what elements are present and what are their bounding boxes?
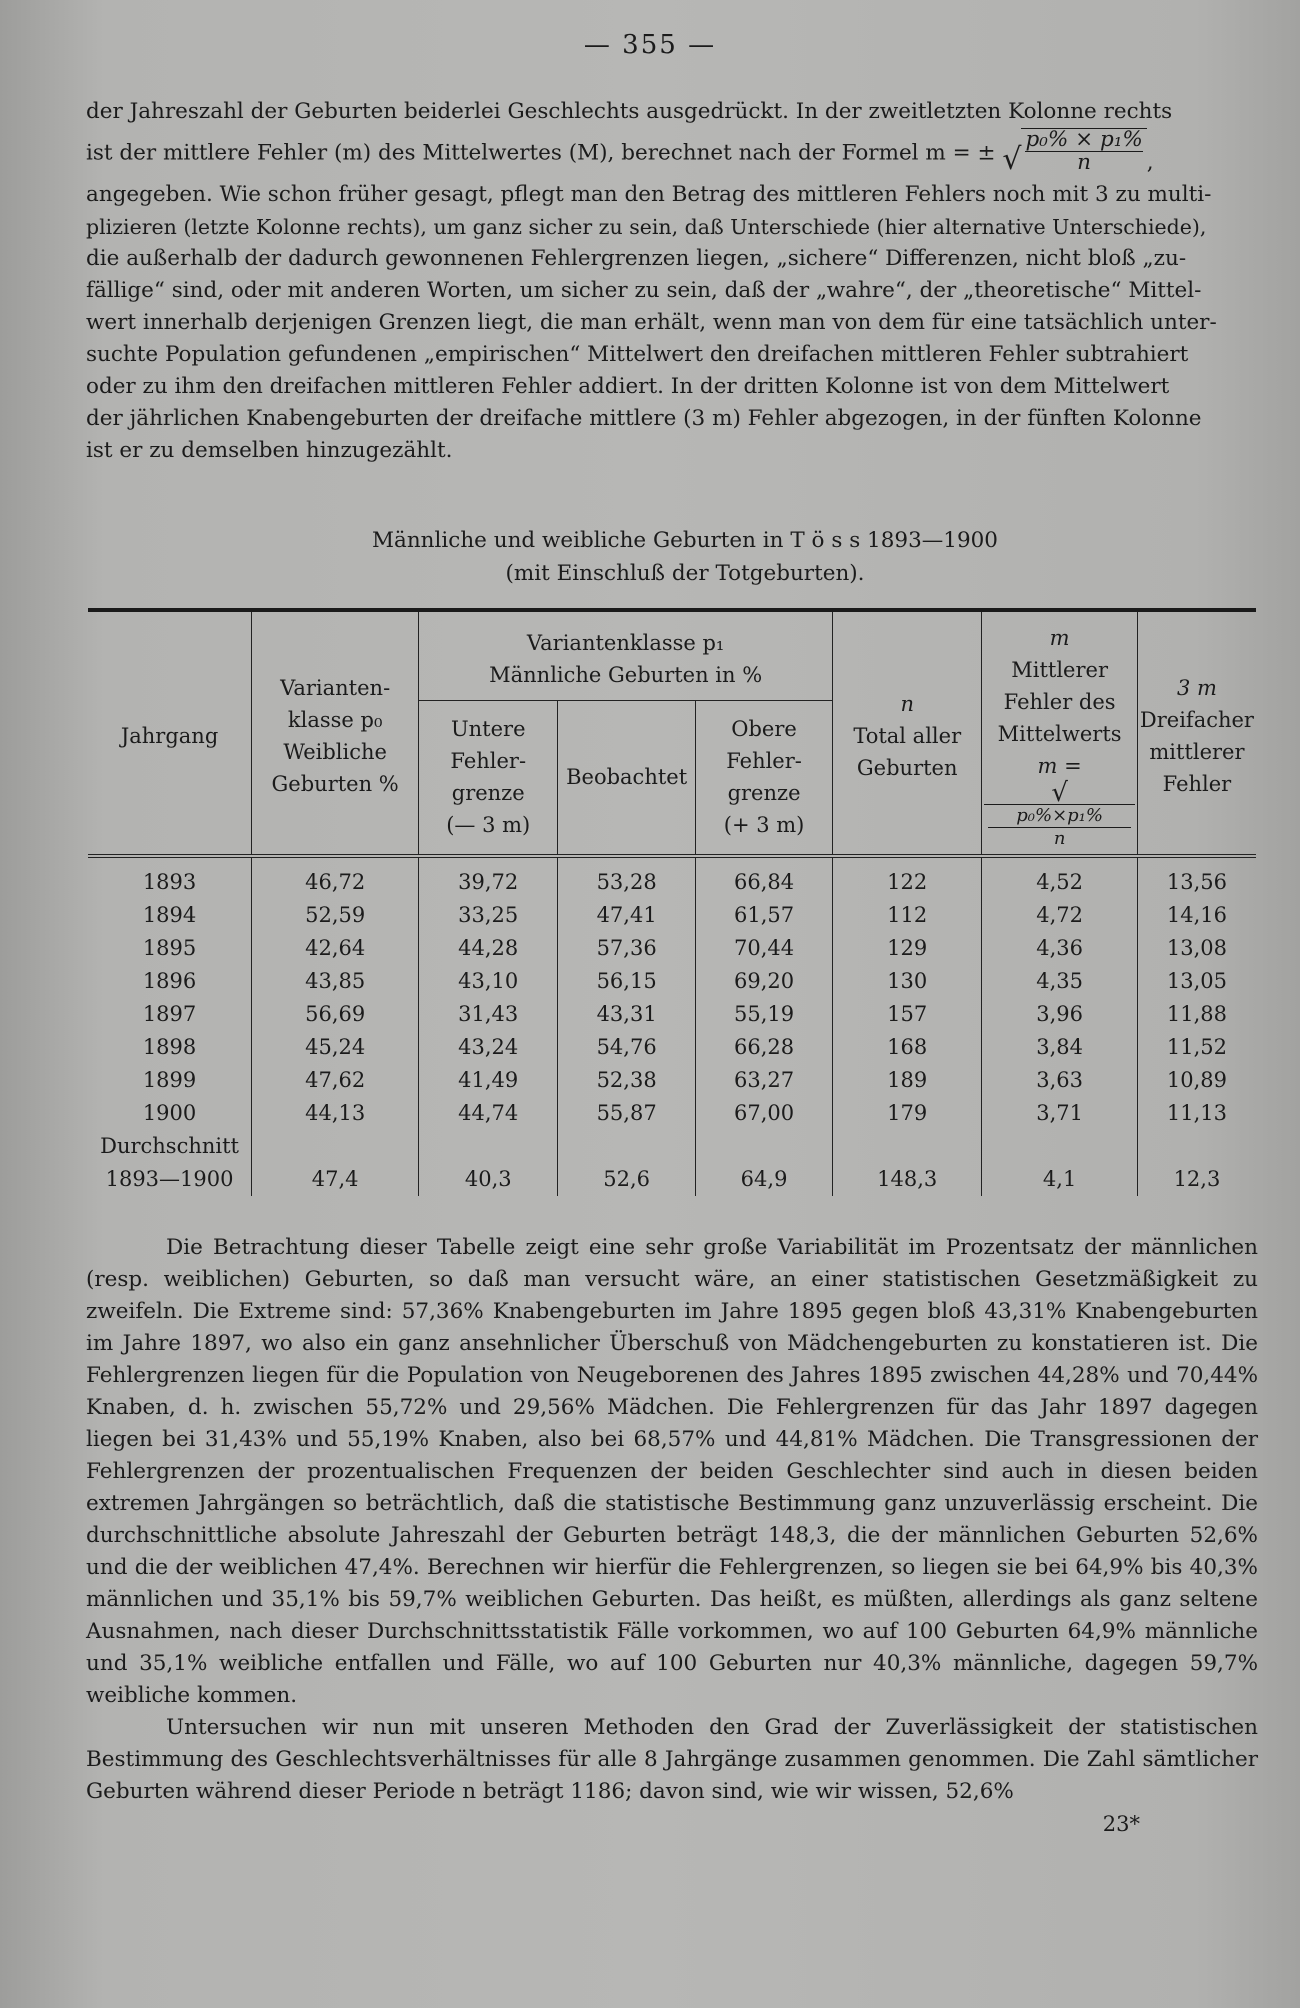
header-line: m xyxy=(1049,626,1070,650)
body-paragraph: Die Betrachtung dieser Tabelle zeigt eine sehr große Variabilität im Prozentsatz der männlichen (resp. weiblichen) Geburten, so daß man versucht wäre, an einer statistischen Gesetzmäßigkeit zu zweifeln. Die Extreme sind: 57,36% Knabengeburten im Jahre 1895 gegen bloß 43,31% Knabengeburten im Jahre 1897, wo also ein ganz ansehnlicher Überschuß von Mädchengeburten zu konstatieren ist. Die Fehlergrenzen liegen für die Population von Neugeborenen des Jahres 1895 zwischen 44,28% und 70,44% Knaben, d. h. zwischen 55,72% und 29,56% Mädchen. Die Fehlergrenzen für das Jahr 1897 dagegen liegen bei 31,43% und 55,19% Knaben, also bei 68,57% und 44,81% Mädchen. Die Transgressionen der Fehlergrenzen der prozentualischen Frequenzen der beiden Geschlechter sind auch in diesen beiden extremen Jahrgängen so beträchtlich, daß die statistische Bestimmung ganz unzuverlässig erscheint. Die durchschnittliche absolute Jahreszahl der Geburten beträgt 148,3, die der männlichen Geburten 52,6% und die der weiblichen 47,4%. Berechnen wir hierfür die Fehlergrenzen, so liegen sie bei 64,9% bis 40,3% männlichen und 35,1% bis 59,7% weiblichen Geburten. Das heißt, es müßten, allerdings als ganz seltene Ausnahmen, nach dieser Durchschnittsstatistik Fälle vorkommen, wo auf 100 Geburten 64,9% männliche und 35,1% weibliche entfallen und Fälle, wo auf 100 Geburten nur 40,3% männliche, dagegen 59,7% weibliche kommen. xyxy=(86,1235,1258,1708)
cell-obere: 63,27 xyxy=(696,1064,833,1097)
header-formula-radicand xyxy=(984,804,1135,850)
header-line: (+ 3 m) xyxy=(723,813,805,838)
header-line: Variantenklasse p₁ xyxy=(526,630,725,655)
header-line: grenze xyxy=(451,781,525,806)
cell-untere: 44,74 xyxy=(419,1097,558,1130)
header-line: Mittlerer xyxy=(1011,658,1108,682)
cell-empty xyxy=(982,1130,1138,1163)
intro-line: der jährlichen Knabengeburten der dreifache mittlere (3 m) Fehler abgezogen, in der fünften Kolonne xyxy=(86,406,1202,431)
header-formula-numerator: p₀%×p₁% xyxy=(988,805,1131,828)
cell-beobachtet: 43,31 xyxy=(558,998,696,1031)
formula-radicand xyxy=(1021,128,1146,174)
cell-obere: 55,19 xyxy=(696,998,833,1031)
cell-obere: 61,57 xyxy=(696,899,833,932)
cell-beobachtet: 52,38 xyxy=(558,1064,696,1097)
intro-line: oder zu ihm den dreifachen mittleren Fehler addiert. In der dritten Kolonne ist von dem Mittelwert xyxy=(86,374,1170,399)
header-beobachtet: Beobachtet xyxy=(558,700,696,856)
cell-p0: 45,24 xyxy=(252,1031,419,1064)
cell-obere: 70,44 xyxy=(696,932,833,965)
cell-3m: 11,13 xyxy=(1166,1101,1227,1125)
cell-total: 112 xyxy=(833,899,982,932)
cell-jahr: 1894 xyxy=(88,899,252,932)
cell-m: 4,52 xyxy=(982,856,1138,899)
page-number: — 355 — xyxy=(583,30,717,60)
caption-line-2: (mit Einschluß der Totgeburten). xyxy=(505,561,865,586)
header-line: mittlerer xyxy=(1149,740,1245,764)
header-line: grenze xyxy=(727,781,801,806)
intro-line: plizieren (letzte Kolonne rechts), um ganz sicher zu sein, daß Unterschiede (hier alternative Unterschiede), xyxy=(86,215,1207,239)
intro-line: der Jahreszahl der Geburten beiderlei Geschlechts ausgedrückt. In der zweitletzten Kolonne rechts xyxy=(86,99,1173,124)
cell-untere: 31,43 xyxy=(419,998,558,1031)
header-line: Total aller xyxy=(853,724,962,748)
cell-3m: 13,08 xyxy=(1166,936,1227,960)
intro-line: wert innerhalb derjenigen Grenzen liegt, die man erhält, wenn man von dem für eine tatsächlich unter- xyxy=(86,310,1217,335)
cell-3m: 12,3 xyxy=(1173,1167,1221,1191)
cell-beobachtet: 53,28 xyxy=(558,856,696,899)
cell-total: 179 xyxy=(833,1097,982,1130)
cell-obere: 67,00 xyxy=(696,1097,833,1130)
table-row-average-label xyxy=(88,1130,1256,1163)
cell-p0: 47,4 xyxy=(252,1163,419,1196)
header-line: Fehler- xyxy=(726,749,802,774)
cell-untere: 33,25 xyxy=(419,899,558,932)
cell-m: 3,96 xyxy=(982,998,1138,1031)
cell-total: 148,3 xyxy=(833,1163,982,1196)
cell-total: 129 xyxy=(833,932,982,965)
cell-beobachtet: 47,41 xyxy=(558,899,696,932)
header-line: klasse p₀ xyxy=(287,708,383,732)
cell-untere: 40,3 xyxy=(419,1163,558,1196)
header-line: Geburten xyxy=(856,756,958,780)
cell-untere: 44,28 xyxy=(419,932,558,965)
cell-m: 4,1 xyxy=(982,1163,1138,1196)
cell-empty xyxy=(252,1130,419,1163)
cell-beobachtet: 54,76 xyxy=(558,1031,696,1064)
header-line: Weibliche xyxy=(283,740,387,764)
cell-total: 189 xyxy=(833,1064,982,1097)
cell-empty xyxy=(833,1130,982,1163)
cell-jahr: 1895 xyxy=(88,932,252,965)
cell-3m: 11,88 xyxy=(1166,1002,1227,1026)
cell-empty xyxy=(419,1130,558,1163)
cell-untere: 39,72 xyxy=(419,856,558,899)
cell-beobachtet: 56,15 xyxy=(558,965,696,998)
header-line: Dreifacher xyxy=(1139,708,1254,732)
cell-m: 3,84 xyxy=(982,1031,1138,1064)
table-row xyxy=(88,1031,1256,1064)
cell-avg-period: 1893—1900 xyxy=(88,1163,252,1196)
cell-p0: 42,64 xyxy=(252,932,419,965)
cell-jahr: 1893 xyxy=(88,856,252,899)
cell-m: 4,35 xyxy=(982,965,1138,998)
cell-3m: 13,05 xyxy=(1166,969,1227,993)
cell-jahr: 1900 xyxy=(88,1097,252,1130)
header-line: Mittelwerts xyxy=(997,722,1122,746)
cell-total: 168 xyxy=(833,1031,982,1064)
cell-3m: 10,89 xyxy=(1166,1068,1227,1092)
header-line: Fehler des xyxy=(1003,690,1116,714)
body-text xyxy=(86,1232,1258,1808)
cell-m: 3,63 xyxy=(982,1064,1138,1097)
cell-obere: 66,28 xyxy=(696,1031,833,1064)
cell-untere: 43,10 xyxy=(419,965,558,998)
header-klasse-p1-group xyxy=(419,610,833,700)
cell-untere: 41,49 xyxy=(419,1064,558,1097)
table-row xyxy=(88,1097,1256,1130)
table-row-average xyxy=(88,1163,1256,1196)
cell-empty xyxy=(558,1130,696,1163)
formula-numerator: p₀% × p₁% xyxy=(1025,127,1143,152)
cell-jahr: 1896 xyxy=(88,965,252,998)
header-line: (— 3 m) xyxy=(446,813,531,838)
mean-error-formula: √ $\frac{\text{p₀\% × p₁\%}}{n}$ , xyxy=(1002,127,1154,177)
cell-beobachtet: 57,36 xyxy=(558,932,696,965)
intro-line: ist er zu demselben hinzugezählt. xyxy=(86,438,453,463)
table-row xyxy=(88,932,1256,965)
header-line: Untere xyxy=(450,717,526,742)
intro-line-formula xyxy=(86,128,1258,179)
header-line: Geburten % xyxy=(271,772,399,796)
signature-mark: 23* xyxy=(1102,1812,1140,1836)
header-line: Varianten- xyxy=(280,676,391,700)
header-line: Fehler xyxy=(1162,772,1232,796)
header-line: Obere xyxy=(731,717,797,742)
header-line: n xyxy=(900,692,914,716)
cell-avg-label: Durchschnitt xyxy=(88,1130,252,1163)
body-paragraph: Untersuchen wir nun mit unseren Methoden den Grad der Zuverlässigkeit der statistischen Bestimmung des Geschlechtsverhältnisses für alle 8 Jahrgänge zusammen genommen. Die Zahl sämtlicher Geburten während dieser Periode n beträgt 1186; davon sind, wie wir wissen, 52,6% xyxy=(86,1715,1258,1804)
header-line: Fehler- xyxy=(450,749,527,774)
cell-beobachtet: 55,87 xyxy=(558,1097,696,1130)
cell-empty xyxy=(1137,1130,1256,1163)
cell-jahr: 1898 xyxy=(88,1031,252,1064)
cell-p0: 47,62 xyxy=(252,1064,419,1097)
formula-trailing: , xyxy=(1146,150,1154,175)
header-line: Männliche Geburten in % xyxy=(489,662,763,687)
cell-beobachtet: 52,6 xyxy=(558,1163,696,1196)
header-obere xyxy=(696,700,833,856)
table-row xyxy=(88,965,1256,998)
cell-obere: 64,9 xyxy=(696,1163,833,1196)
intro-line: fällige“ sind, oder mit anderen Worten, um sicher zu sein, daß der „wahre“, der „theoretische“ Mittel- xyxy=(86,278,1202,303)
cell-m: 3,71 xyxy=(982,1097,1138,1130)
table-row xyxy=(88,899,1256,932)
header-formula: √ p₀%×p₁% n xyxy=(984,782,1135,850)
cell-3m: 11,52 xyxy=(1166,1035,1227,1059)
cell-m: 4,36 xyxy=(982,932,1138,965)
cell-p0: 46,72 xyxy=(252,856,419,899)
intro-line: angegeben. Wie schon früher gesagt, pflegt man den Betrag des mittleren Fehlers noch mit 3 zu multi- xyxy=(86,182,1212,207)
cell-jahr: 1899 xyxy=(88,1064,252,1097)
header-total xyxy=(833,610,982,856)
header-dreifacher-fehler xyxy=(1137,610,1256,856)
header-mittlerer-fehler xyxy=(982,610,1138,856)
intro-paragraph xyxy=(86,96,1258,467)
cell-m: 4,72 xyxy=(982,899,1138,932)
header-line: 3 m xyxy=(1176,676,1217,700)
header-klasse-p0 xyxy=(252,610,419,856)
cell-total: 122 xyxy=(833,856,982,899)
cell-3m: 14,16 xyxy=(1166,903,1227,927)
cell-p0: 44,13 xyxy=(252,1097,419,1130)
table-row xyxy=(88,998,1256,1031)
formula-denominator: n xyxy=(1077,150,1092,175)
header-line: m = xyxy=(1037,754,1082,778)
cell-p0: 56,69 xyxy=(252,998,419,1031)
cell-obere: 69,20 xyxy=(696,965,833,998)
cell-3m: 13,56 xyxy=(1137,856,1256,899)
cell-total: 157 xyxy=(833,998,982,1031)
table-row xyxy=(88,856,1256,899)
header-formula-denominator: n xyxy=(1053,828,1066,849)
cell-p0: 52,59 xyxy=(252,899,419,932)
intro-line: die außerhalb der dadurch gewonnenen Fehlergrenzen liegen, „sichere“ Differenzen, nicht bloß „zu- xyxy=(86,246,1187,271)
table-caption xyxy=(0,524,1300,590)
intro-line: ist der mittlere Fehler (m) des Mittelwertes (M), berechnet nach der Formel m = ± xyxy=(86,140,996,166)
cell-total: 130 xyxy=(833,965,982,998)
header-untere xyxy=(419,700,558,856)
cell-obere: 66,84 xyxy=(696,856,833,899)
births-table xyxy=(88,608,1256,1196)
table-row xyxy=(88,1064,1256,1097)
header-jahrgang: Jahrgang xyxy=(88,610,252,856)
intro-line: suchte Population gefundenen „empirischen“ Mittelwert den dreifachen mittleren Fehler subtrahiert xyxy=(86,342,1189,367)
caption-line-1: Männliche und weibliche Geburten in T ö s s 1893—1900 xyxy=(372,528,998,553)
cell-untere: 43,24 xyxy=(419,1031,558,1064)
cell-jahr: 1897 xyxy=(88,998,252,1031)
cell-p0: 43,85 xyxy=(252,965,419,998)
cell-empty xyxy=(696,1130,833,1163)
